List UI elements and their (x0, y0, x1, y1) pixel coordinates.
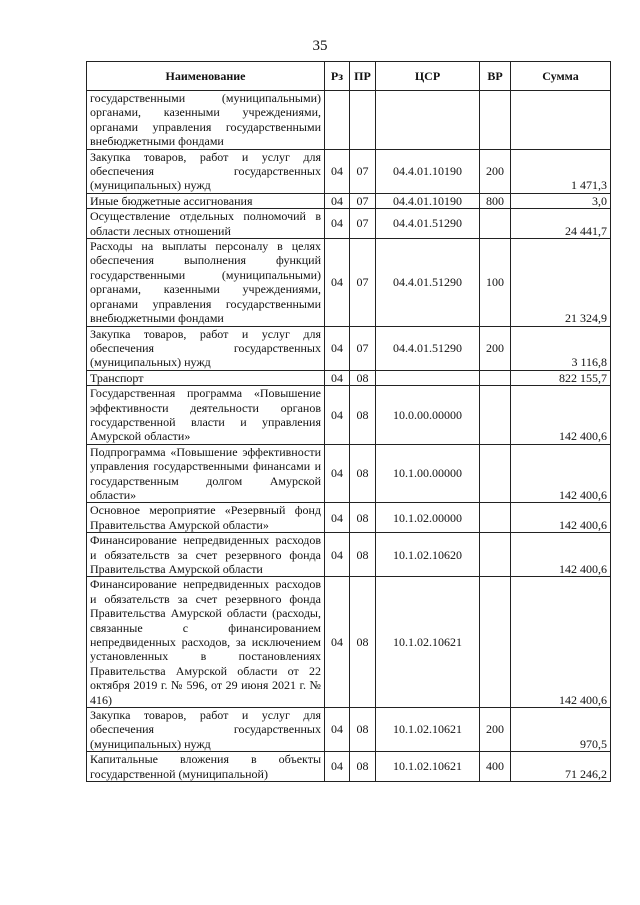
cell-name: Закупка товаров, работ и услуг для обеспечения государственных (муниципальных) нужд (87, 326, 325, 370)
cell-rz: 04 (325, 209, 350, 239)
cell-vr: 200 (480, 708, 511, 752)
cell-rz: 04 (325, 386, 350, 445)
cell-name: Осуществление отдельных полномочий в области лесных отношений (87, 209, 325, 239)
cell-rz: 04 (325, 239, 350, 326)
cell-vr (480, 370, 511, 385)
table-row (87, 370, 611, 385)
cell-csr: 10.1.02.10621 (376, 752, 480, 782)
cell-csr: 10.1.02.00000 (376, 503, 480, 533)
cell-rz: 04 (325, 533, 350, 577)
cell-csr: 10.0.00.00000 (376, 386, 480, 445)
cell-rz: 04 (325, 370, 350, 385)
header-sum: Сумма (511, 62, 611, 91)
cell-vr (480, 577, 511, 708)
cell-pr: 07 (350, 209, 376, 239)
table-row (87, 193, 611, 208)
cell-csr (376, 370, 480, 385)
cell-pr: 08 (350, 752, 376, 782)
cell-rz: 04 (325, 708, 350, 752)
table-row (87, 444, 611, 503)
table-row (87, 326, 611, 370)
cell-rz: 04 (325, 326, 350, 370)
cell-vr: 100 (480, 239, 511, 326)
cell-pr: 08 (350, 577, 376, 708)
cell-csr: 04.4.01.51290 (376, 239, 480, 326)
cell-pr (350, 91, 376, 150)
cell-csr: 10.1.02.10621 (376, 577, 480, 708)
cell-sum: 142 400,6 (511, 444, 611, 503)
table-row (87, 239, 611, 326)
cell-csr: 04.4.01.51290 (376, 209, 480, 239)
cell-sum: 21 324,9 (511, 239, 611, 326)
cell-vr: 200 (480, 149, 511, 193)
table-row (87, 209, 611, 239)
cell-sum: 142 400,6 (511, 533, 611, 577)
table-row (87, 708, 611, 752)
cell-rz: 04 (325, 444, 350, 503)
cell-csr: 04.4.01.10190 (376, 149, 480, 193)
cell-sum (511, 91, 611, 150)
header-vr: ВР (480, 62, 511, 91)
header-csr: ЦСР (376, 62, 480, 91)
cell-pr: 08 (350, 708, 376, 752)
cell-pr: 07 (350, 193, 376, 208)
cell-name: Основное мероприятие «Резервный фонд Правительства Амурской области» (87, 503, 325, 533)
cell-sum: 3,0 (511, 193, 611, 208)
cell-sum: 142 400,6 (511, 503, 611, 533)
cell-rz: 04 (325, 193, 350, 208)
table-row (87, 149, 611, 193)
cell-pr: 07 (350, 326, 376, 370)
cell-vr: 400 (480, 752, 511, 782)
cell-name: Государственная программа «Повышение эффективности деятельности органов государственной власти и управления Амурской области» (87, 386, 325, 445)
cell-rz (325, 91, 350, 150)
cell-vr (480, 503, 511, 533)
cell-rz: 04 (325, 503, 350, 533)
cell-pr: 08 (350, 386, 376, 445)
cell-csr: 10.1.02.10621 (376, 708, 480, 752)
page-number: 35 (312, 38, 328, 54)
cell-sum: 142 400,6 (511, 577, 611, 708)
budget-table (86, 61, 611, 782)
cell-pr: 08 (350, 370, 376, 385)
cell-vr: 200 (480, 326, 511, 370)
cell-name: Расходы на выплаты персоналу в целях обеспечения выполнения функций государственными (муниципальными) органами, казенными учреждениями, органами управления государственными внебюджетными фондами (87, 239, 325, 326)
cell-rz: 04 (325, 149, 350, 193)
cell-vr (480, 386, 511, 445)
cell-vr (480, 444, 511, 503)
table-header-row (87, 62, 611, 91)
table-row (87, 533, 611, 577)
cell-pr: 08 (350, 444, 376, 503)
cell-sum: 71 246,2 (511, 752, 611, 782)
cell-name: Транспорт (87, 370, 325, 385)
cell-vr (480, 209, 511, 239)
cell-vr: 800 (480, 193, 511, 208)
cell-name: Финансирование непредвиденных расходов и обязательств за счет резервного фонда Правительства Амурской области (расходы, связанные с финансированием непредвиденных расходов, за исключением установленных в постановлениях Правительства Амурской области от 22 октября 2019 г. № 596, от 29 июня 2021 г. № 416) (87, 577, 325, 708)
cell-name: Подпрограмма «Повышение эффективности управления государственными финансами и государственным долгом Амурской области» (87, 444, 325, 503)
cell-rz: 04 (325, 577, 350, 708)
cell-csr (376, 91, 480, 150)
cell-csr: 10.1.02.10620 (376, 533, 480, 577)
cell-name: Капитальные вложения в объекты государственной (муниципальной) (87, 752, 325, 782)
cell-csr: 04.4.01.10190 (376, 193, 480, 208)
cell-csr: 10.1.00.00000 (376, 444, 480, 503)
cell-name: Финансирование непредвиденных расходов и обязательств за счет резервного фонда Правительства Амурской области (87, 533, 325, 577)
cell-sum: 970,5 (511, 708, 611, 752)
cell-vr (480, 533, 511, 577)
cell-vr (480, 91, 511, 150)
table-row (87, 577, 611, 708)
cell-sum: 24 441,7 (511, 209, 611, 239)
cell-pr: 08 (350, 533, 376, 577)
table-row (87, 386, 611, 445)
cell-sum: 142 400,6 (511, 386, 611, 445)
cell-name: Закупка товаров, работ и услуг для обеспечения государственных (муниципальных) нужд (87, 149, 325, 193)
header-pr: ПР (350, 62, 376, 91)
cell-pr: 07 (350, 149, 376, 193)
table-row (87, 752, 611, 782)
cell-sum: 1 471,3 (511, 149, 611, 193)
table-row (87, 503, 611, 533)
cell-sum: 3 116,8 (511, 326, 611, 370)
header-name: Наименование (87, 62, 325, 91)
cell-pr: 08 (350, 503, 376, 533)
cell-csr: 04.4.01.51290 (376, 326, 480, 370)
cell-rz: 04 (325, 752, 350, 782)
cell-name: Иные бюджетные ассигнования (87, 193, 325, 208)
cell-name: государственными (муниципальными) органами, казенными учреждениями, органами управления государственными внебюджетными фондами (87, 91, 325, 150)
cell-pr: 07 (350, 239, 376, 326)
header-rz: Рз (325, 62, 350, 91)
table-row (87, 91, 611, 150)
cell-sum: 822 155,7 (511, 370, 611, 385)
cell-name: Закупка товаров, работ и услуг для обеспечения государственных (муниципальных) нужд (87, 708, 325, 752)
